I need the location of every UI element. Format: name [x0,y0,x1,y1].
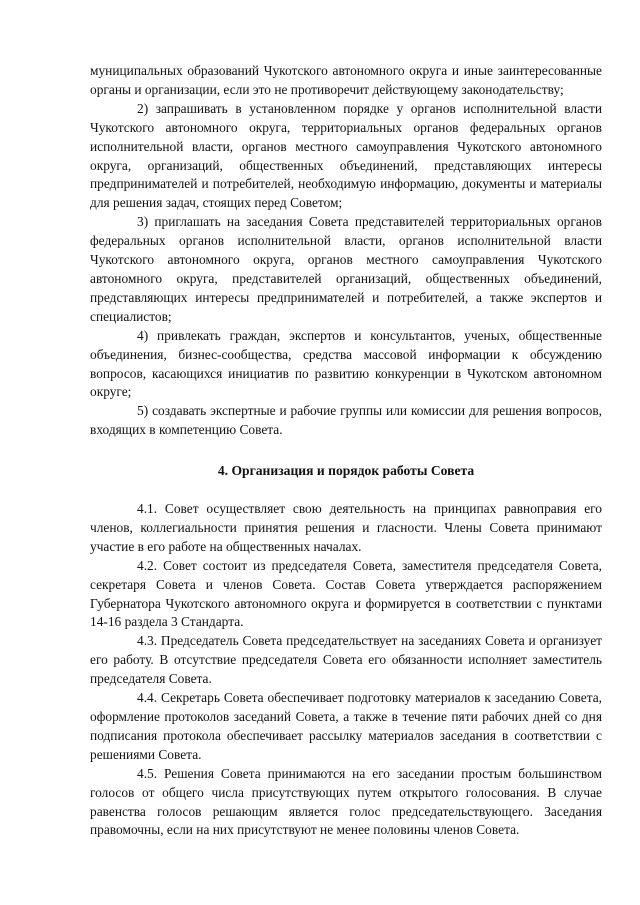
clause-4-1: 4.1. Совет осуществляет свою деятельность на принципах равноправия его членов, коллегиальности принятия решения и гласности. Члены Совета принимают участие в его работе на общественных началах. [90,501,602,554]
list-item-2: 2) запрашивать в установленном порядке у органов исполнительной власти Чукотского автономного округа, территориальных органов федеральных органов исполнительной власти, органов местного самоуправления Чукотского автономного округа, организаций, общественных объединений, представляющих интересы предпринимателей и потребителей, необходимую информацию, документы и материалы для решения задач, стоящих перед Советом; [90,100,602,211]
clause-4-4: 4.4. Секретарь Совета обеспечивает подготовку материалов к заседанию Совета, оформление протоколов заседаний Совета, а также в течение пяти рабочих дней со дня подписания протокола обеспечивает рассылку материалов заседания в соответствии с решениями Совета. [90,690,602,762]
list-item-3: 3) приглашать на заседания Совета представителей территориальных органов федеральных органов исполнительной власти, органов исполнительной власти Чукотского автономного округа, органов местного самоуправления Чукотского автономного округа, представителей организаций, общественных объединений, представляющих интересы предпринимателей и потребителей, а также экспертов и специалистов; [90,214,602,324]
clause-4-2: 4.2. Совет состоит из председателя Совета, заместителя председателя Совета, секретаря Совета и членов Совета. Состав Совета утверждается распоряжением Губернатора Чукотского автономного округа и формируется в соответствии с пунктами 14-16 раздела 3 Стандарта. [90,557,602,630]
section-heading: 4. Организация и порядок работы Совета [217,463,475,479]
spacer [90,440,602,462]
document-body [90,62,602,840]
list-item-5: 5) создавать экспертные и рабочие группы или комиссии для решения вопросов, входящих в компетенцию Совета. [90,403,602,438]
clause-4-5: 4.5. Решения Совета принимаются на его заседании простым большинством голосов от общего числа присутствующих путем открытого голосования. В случае равенства голосов решающим является голос председательствующего. Заседания правомочны, если на них присутствуют не менее половины членов Совета. [90,765,602,838]
list-item-4: 4) привлекать граждан, экспертов и консультантов, ученых, общественные объединения, бизнес-сообщества, средства массовой информации к обсуждению вопросов, касающихся инициатив по развитию конкуренции в Чукотском автономном округе; [90,327,602,400]
list-item-continuation: муниципальных образований Чукотского автономного округа и иные заинтересованные органы и организации, если это не противоречит действующему законодательству; [90,63,602,97]
clause-4-3: 4.3. Председатель Совета председательствует на заседаниях Совета и организует его работу. В отсутствие председателя Совета его обязанности исполняет заместитель председателя Совета. [90,633,602,687]
spacer [90,481,602,500]
